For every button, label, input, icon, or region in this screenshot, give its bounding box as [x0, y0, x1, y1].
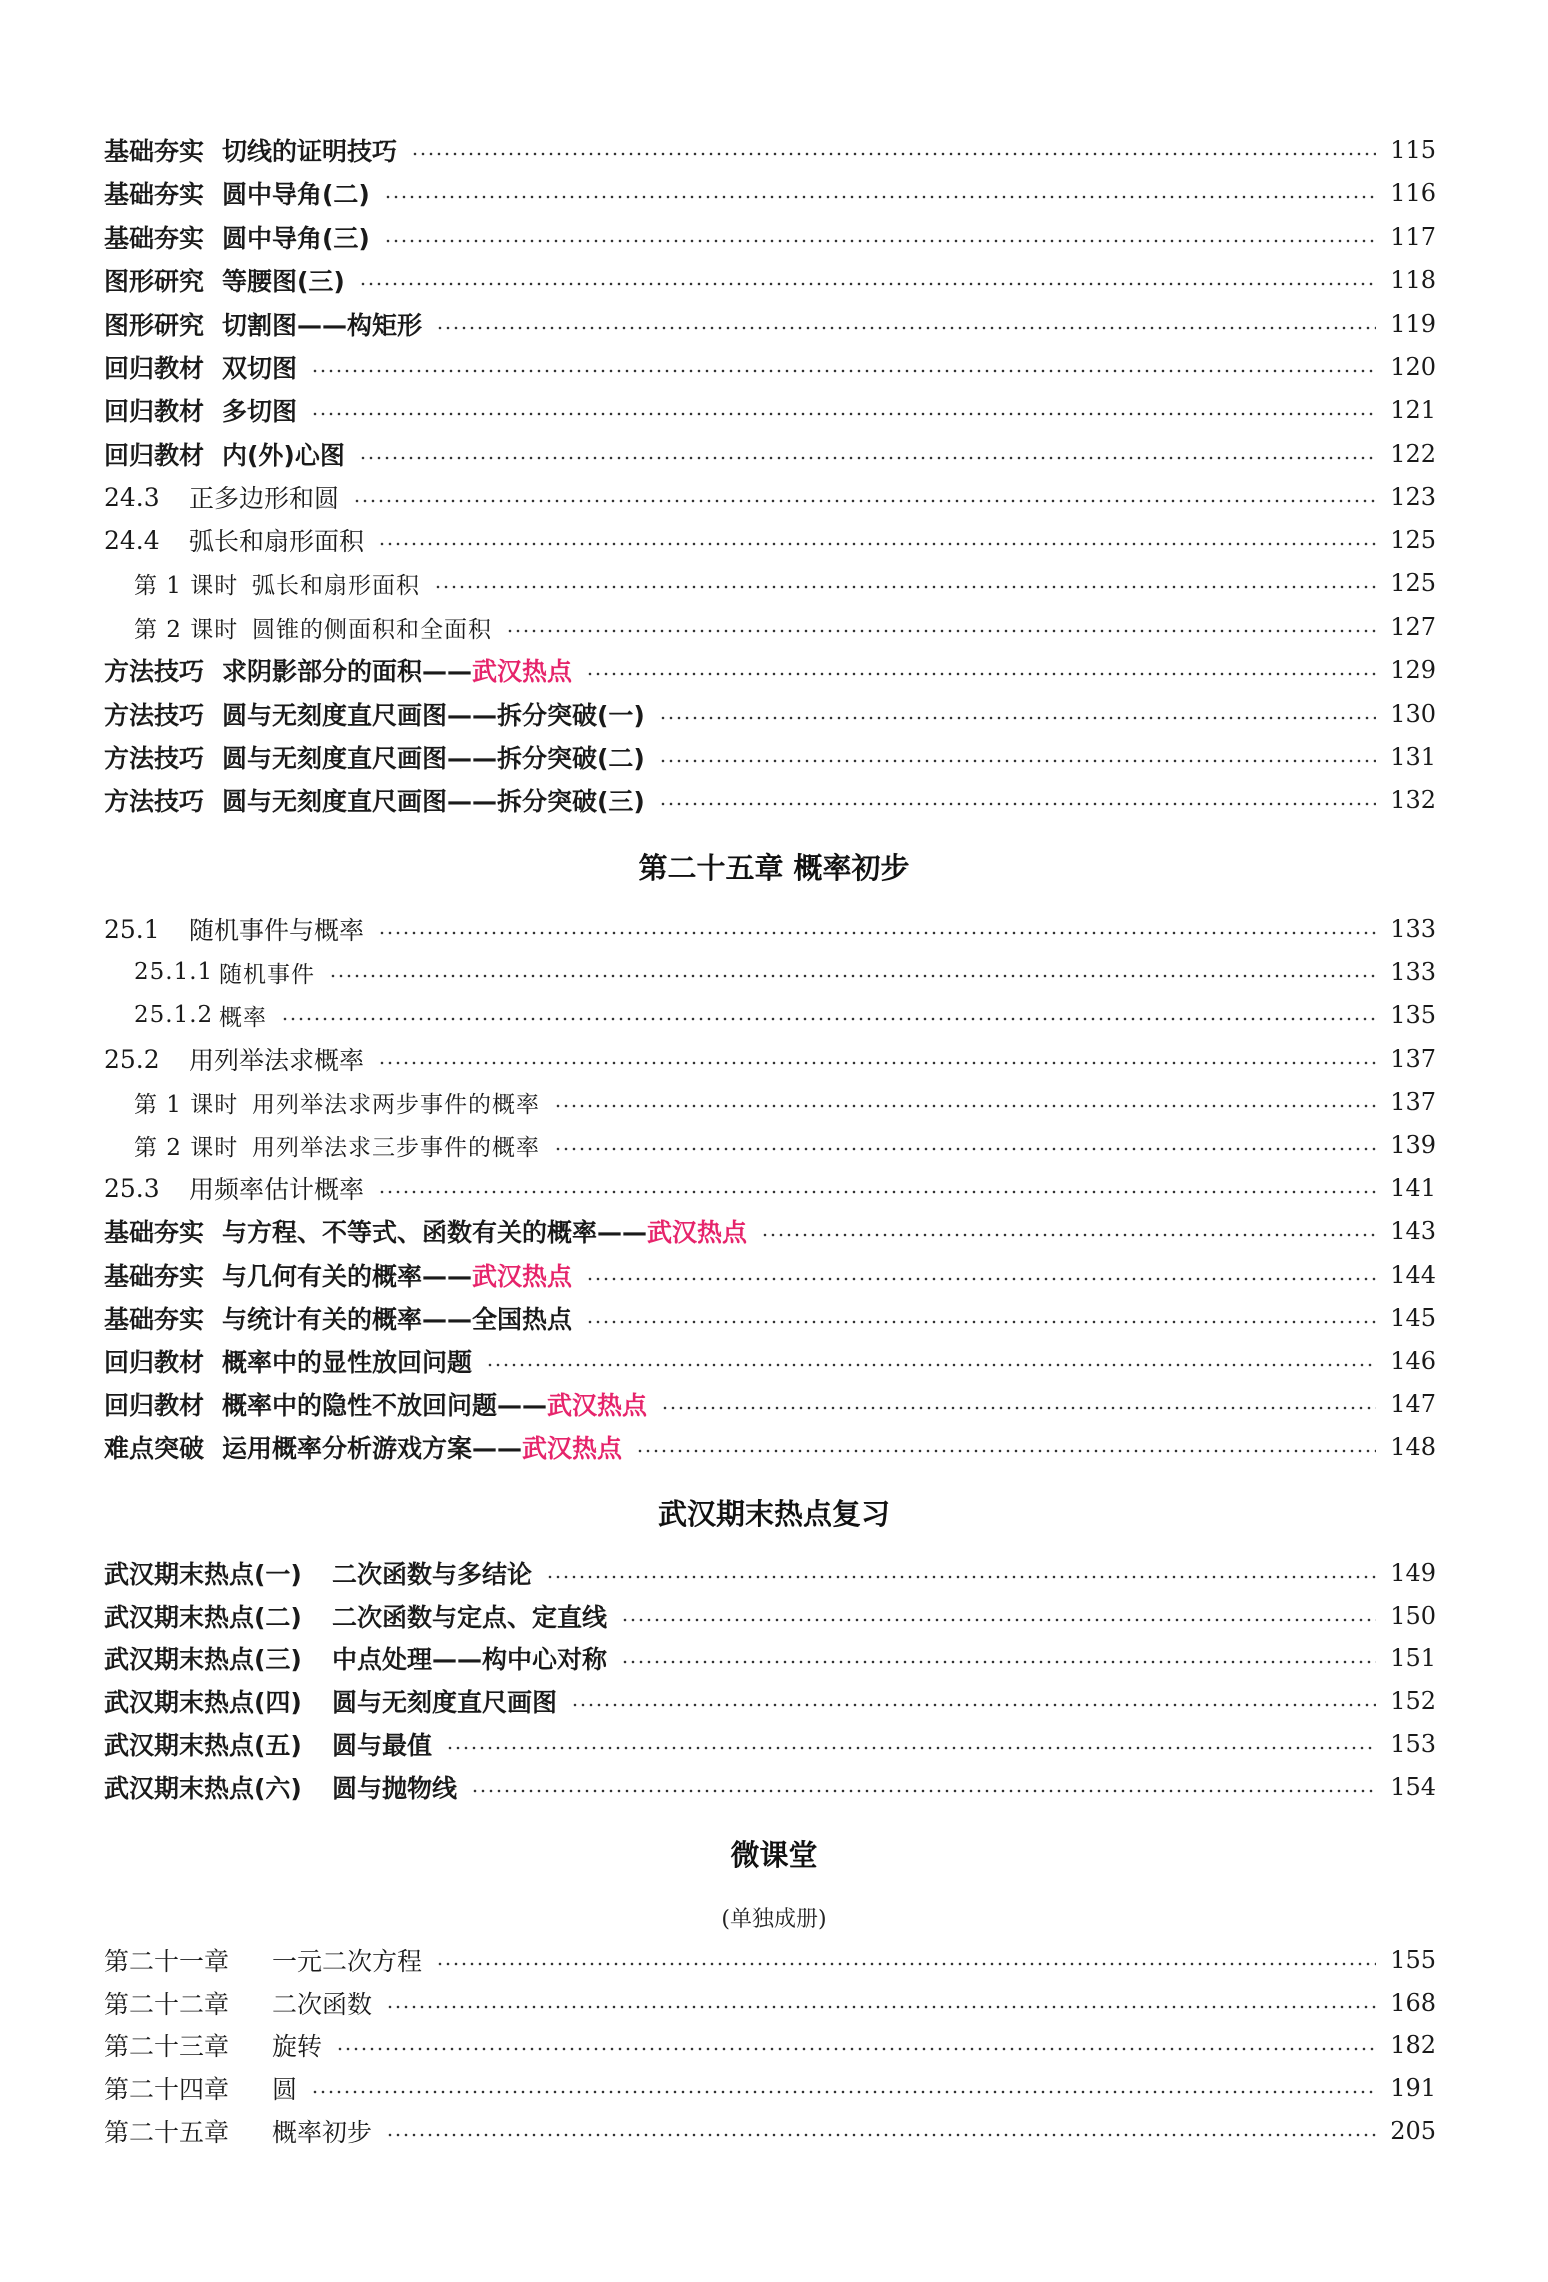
entry-category: 回归教材	[104, 397, 205, 426]
toc-entry[interactable]	[104, 1553, 1436, 1593]
entry-page: 125	[1390, 569, 1436, 597]
entry-title: 与几何有关的概率——	[222, 1262, 473, 1291]
entry-page: 144	[1390, 1261, 1436, 1289]
entry-title: 圆与最值	[332, 1731, 433, 1760]
entry-category: 图形研究	[104, 311, 205, 340]
entry-category: 回归教材	[104, 354, 205, 383]
entry-category: 回归教材	[104, 441, 205, 470]
dot-leader	[411, 152, 1376, 156]
entry-title: 圆与无刻度直尺画图	[332, 1688, 558, 1717]
dot-leader	[436, 326, 1376, 330]
toc-entry[interactable]	[104, 1211, 1436, 1251]
toc-entry[interactable]	[134, 563, 1436, 603]
entry-page: 135	[1390, 1001, 1436, 1029]
dot-leader	[486, 1363, 1376, 1367]
entry-title: 用频率估计概率	[189, 1175, 365, 1204]
dot-leader	[506, 629, 1376, 633]
toc-entry[interactable]	[104, 347, 1436, 387]
entry-title: 弧长和扇形面积	[189, 527, 365, 556]
entry-category: 基础夯实	[104, 224, 205, 253]
entry-title: 与统计有关的概率——全国热点	[222, 1305, 573, 1334]
dot-leader	[621, 1660, 1376, 1664]
entry-page: 141	[1390, 1174, 1436, 1202]
toc-entry[interactable]	[104, 260, 1436, 300]
entry-title: 随机事件	[219, 961, 315, 988]
toc-entry[interactable]	[134, 952, 1436, 992]
entry-page: 148	[1390, 1433, 1436, 1461]
entry-title: 等腰图(三)	[222, 267, 345, 296]
dot-leader	[554, 1104, 1376, 1108]
dot-leader	[311, 412, 1376, 416]
hot-topic-label: 武汉期末热点(一)	[104, 1560, 302, 1589]
toc-entry[interactable]	[104, 737, 1436, 777]
entry-page: 130	[1390, 700, 1436, 728]
toc-entry[interactable]	[104, 1983, 1436, 2023]
dot-leader	[378, 1061, 1376, 1065]
lesson-label: 第 1 课时	[134, 572, 239, 599]
toc-entry[interactable]	[134, 607, 1436, 647]
section-number: 25.1	[104, 914, 160, 944]
entry-page: 117	[1390, 223, 1436, 251]
entry-title: 圆中导角(三)	[222, 224, 370, 253]
entry-title: 圆与无刻度直尺画图——拆分突破(一)	[222, 701, 645, 730]
toc-entry[interactable]	[104, 1767, 1436, 1807]
toc-entry[interactable]	[104, 1039, 1436, 1079]
entry-title: 圆中导角(二)	[222, 180, 370, 209]
section-number: 24.4	[104, 525, 160, 555]
toc-entry[interactable]	[104, 434, 1436, 474]
hot-topic-label: 武汉期末热点(三)	[104, 1645, 302, 1674]
toc-entry[interactable]	[104, 130, 1436, 170]
dot-leader	[329, 974, 1376, 978]
toc-entry[interactable]	[104, 1384, 1436, 1424]
entry-title: 求阴影部分的面积——	[222, 657, 473, 686]
dot-leader	[384, 239, 1376, 243]
entry-page: 154	[1390, 1773, 1436, 1801]
hot-topic-tag: 武汉热点	[547, 1391, 648, 1420]
dot-leader	[281, 1017, 1376, 1021]
entry-category: 回归教材	[104, 1348, 205, 1377]
entry-title: 概率初步	[272, 2118, 373, 2147]
dot-leader	[311, 369, 1376, 373]
toc-entry[interactable]	[104, 304, 1436, 344]
toc-entry[interactable]	[104, 1341, 1436, 1381]
entry-category: 回归教材	[104, 1391, 205, 1420]
toc-entry[interactable]	[104, 650, 1436, 690]
toc-entry[interactable]	[104, 780, 1436, 820]
entry-page: 120	[1390, 353, 1436, 381]
chapter-label: 第二十二章	[104, 1990, 230, 2019]
toc-entry[interactable]	[104, 520, 1436, 560]
entry-page: 137	[1390, 1045, 1436, 1073]
entry-page: 143	[1390, 1217, 1436, 1245]
entry-title: 用列举法求三步事件的概率	[252, 1134, 540, 1161]
entry-page: 118	[1390, 266, 1436, 294]
chapter-heading: 第二十五章 概率初步	[638, 851, 910, 885]
entry-page: 149	[1390, 1559, 1436, 1587]
entry-title: 多切图	[222, 397, 298, 426]
toc-entry[interactable]	[104, 1427, 1436, 1467]
lesson-label: 第 2 课时	[134, 616, 239, 643]
entry-title: 切线的证明技巧	[222, 137, 398, 166]
entry-category: 基础夯实	[104, 1262, 205, 1291]
entry-title: 圆锥的侧面积和全面积	[252, 616, 492, 643]
toc-entry[interactable]	[104, 1298, 1436, 1338]
chapter-label: 第二十三章	[104, 2032, 230, 2061]
dot-leader	[386, 2005, 1376, 2009]
hot-topic-tag: 武汉热点	[522, 1434, 623, 1463]
entry-page: 119	[1390, 310, 1436, 338]
section-number: 25.1.1	[134, 959, 214, 985]
entry-page: 151	[1390, 1644, 1436, 1672]
toc-entry[interactable]	[104, 1255, 1436, 1295]
toc-entry[interactable]	[104, 217, 1436, 257]
entry-page: 139	[1390, 1131, 1436, 1159]
toc-entry[interactable]	[104, 173, 1436, 213]
chapter-label: 第二十一章	[104, 1947, 230, 1976]
entry-page: 127	[1390, 613, 1436, 641]
entry-category: 难点突破	[104, 1434, 205, 1463]
toc-entry[interactable]	[134, 1082, 1436, 1122]
dot-leader	[661, 1406, 1376, 1410]
dot-leader	[621, 1618, 1376, 1622]
toc-entry[interactable]	[104, 1638, 1436, 1678]
toc-entry[interactable]	[134, 995, 1436, 1035]
toc-entry[interactable]	[104, 1940, 1436, 1980]
entry-title: 圆与无刻度直尺画图——拆分突破(二)	[222, 744, 645, 773]
entry-title: 圆与抛物线	[332, 1774, 458, 1803]
entry-title: 圆与无刻度直尺画图——拆分突破(三)	[222, 787, 645, 816]
entry-title: 旋转	[272, 2032, 323, 2061]
toc-entry[interactable]	[104, 2068, 1436, 2108]
dot-leader	[359, 456, 1376, 460]
lesson-label: 第 2 课时	[134, 1134, 239, 1161]
entry-category: 方法技巧	[104, 701, 205, 730]
dot-leader	[384, 195, 1376, 199]
dot-leader	[571, 1703, 1376, 1707]
entry-page: 191	[1390, 2074, 1436, 2102]
hot-topic-label: 武汉期末热点(五)	[104, 1731, 302, 1760]
dot-leader	[586, 1277, 1376, 1281]
dot-leader	[336, 2047, 1376, 2051]
toc-entry[interactable]	[104, 2111, 1436, 2151]
dot-leader	[471, 1789, 1376, 1793]
entry-page: 152	[1390, 1687, 1436, 1715]
entry-page: 133	[1390, 958, 1436, 986]
entry-page: 131	[1390, 743, 1436, 771]
entry-category: 基础夯实	[104, 180, 205, 209]
entry-title: 圆	[272, 2075, 298, 2104]
entry-page: 182	[1390, 2031, 1436, 2059]
section-number: 25.3	[104, 1173, 160, 1203]
toc-entry[interactable]	[104, 694, 1436, 734]
separate-volume-note: (单独成册)	[721, 1907, 827, 1932]
hot-topic-label: 武汉期末热点(四)	[104, 1688, 302, 1717]
lesson-label: 第 1 课时	[134, 1091, 239, 1118]
dot-leader	[659, 802, 1376, 806]
review-heading: 武汉期末热点复习	[657, 1497, 890, 1531]
entry-category: 基础夯实	[104, 1218, 205, 1247]
toc-entry[interactable]	[104, 1681, 1436, 1721]
dot-leader	[659, 716, 1376, 720]
entry-page: 115	[1390, 136, 1436, 164]
toc-entry[interactable]	[104, 477, 1436, 517]
toc-entry[interactable]	[104, 1596, 1436, 1636]
toc-entry[interactable]	[104, 2025, 1436, 2065]
toc-entry[interactable]	[104, 909, 1436, 949]
entry-page: 133	[1390, 915, 1436, 943]
entry-title: 概率中的显性放回问题	[222, 1348, 473, 1377]
entry-title: 一元二次方程	[272, 1947, 423, 1976]
dot-leader	[586, 1320, 1376, 1324]
section-number: 24.3	[104, 482, 160, 512]
dot-leader	[446, 1746, 1376, 1750]
entry-page: 153	[1390, 1730, 1436, 1758]
entry-title: 概率中的隐性不放回问题——	[222, 1391, 548, 1420]
entry-page: 205	[1390, 2117, 1436, 2145]
dot-leader	[636, 1449, 1376, 1453]
hot-topic-tag: 武汉热点	[472, 1262, 573, 1291]
toc-entry[interactable]	[104, 390, 1436, 430]
entry-page: 125	[1390, 526, 1436, 554]
dot-leader	[546, 1575, 1376, 1579]
dot-leader	[434, 585, 1376, 589]
entry-title: 切割图——构矩形	[222, 311, 423, 340]
entry-title: 二次函数与多结论	[332, 1560, 533, 1589]
entry-page: 121	[1390, 396, 1436, 424]
toc-entry[interactable]	[134, 1125, 1436, 1165]
section-number: 25.1.2	[134, 1002, 214, 1028]
toc-entry[interactable]	[104, 1724, 1436, 1764]
hot-topic-label: 武汉期末热点(二)	[104, 1603, 302, 1632]
entry-title: 内(外)心图	[222, 441, 345, 470]
entry-page: 150	[1390, 1602, 1436, 1630]
dot-leader	[378, 931, 1376, 935]
dot-leader	[436, 1962, 1376, 1966]
chapter-label: 第二十四章	[104, 2075, 230, 2104]
toc-entry[interactable]	[104, 1168, 1436, 1208]
entry-title: 用列举法求概率	[189, 1046, 365, 1075]
hot-topic-tag: 武汉热点	[647, 1218, 748, 1247]
entry-page: 123	[1390, 483, 1436, 511]
entry-page: 155	[1390, 1946, 1436, 1974]
dot-leader	[761, 1233, 1376, 1237]
entry-title: 中点处理——构中心对称	[332, 1645, 608, 1674]
entry-title: 正多边形和圆	[189, 484, 340, 513]
entry-title: 双切图	[222, 354, 298, 383]
entry-page: 168	[1390, 1989, 1436, 2017]
entry-category: 图形研究	[104, 267, 205, 296]
entry-title: 弧长和扇形面积	[252, 572, 420, 599]
entry-title: 运用概率分析游戏方案——	[222, 1434, 523, 1463]
entry-page: 147	[1390, 1390, 1436, 1418]
micro-class-heading: 微课堂	[730, 1838, 818, 1872]
entry-title: 随机事件与概率	[189, 916, 365, 945]
entry-category: 基础夯实	[104, 1305, 205, 1334]
chapter-label: 第二十五章	[104, 2118, 230, 2147]
entry-page: 137	[1390, 1088, 1436, 1116]
entry-category: 方法技巧	[104, 787, 205, 816]
entry-title: 二次函数	[272, 1990, 373, 2019]
entry-category: 基础夯实	[104, 137, 205, 166]
entry-page: 146	[1390, 1347, 1436, 1375]
hot-topic-tag: 武汉热点	[472, 657, 573, 686]
dot-leader	[586, 672, 1376, 676]
dot-leader	[311, 2090, 1376, 2094]
dot-leader	[554, 1147, 1376, 1151]
entry-page: 132	[1390, 786, 1436, 814]
dot-leader	[378, 542, 1376, 546]
entry-category: 方法技巧	[104, 657, 205, 686]
entry-page: 116	[1390, 179, 1436, 207]
hot-topic-label: 武汉期末热点(六)	[104, 1774, 302, 1803]
dot-leader	[378, 1190, 1376, 1194]
entry-title: 二次函数与定点、定直线	[332, 1603, 608, 1632]
entry-title: 概率	[219, 1004, 267, 1031]
dot-leader	[353, 499, 1376, 503]
entry-title: 用列举法求两步事件的概率	[252, 1091, 540, 1118]
entry-page: 129	[1390, 656, 1436, 684]
entry-category: 方法技巧	[104, 744, 205, 773]
dot-leader	[359, 282, 1376, 286]
dot-leader	[386, 2133, 1376, 2137]
entry-page: 122	[1390, 440, 1436, 468]
entry-page: 145	[1390, 1304, 1436, 1332]
dot-leader	[659, 759, 1376, 763]
section-number: 25.2	[104, 1044, 160, 1074]
entry-title: 与方程、不等式、函数有关的概率——	[222, 1218, 648, 1247]
